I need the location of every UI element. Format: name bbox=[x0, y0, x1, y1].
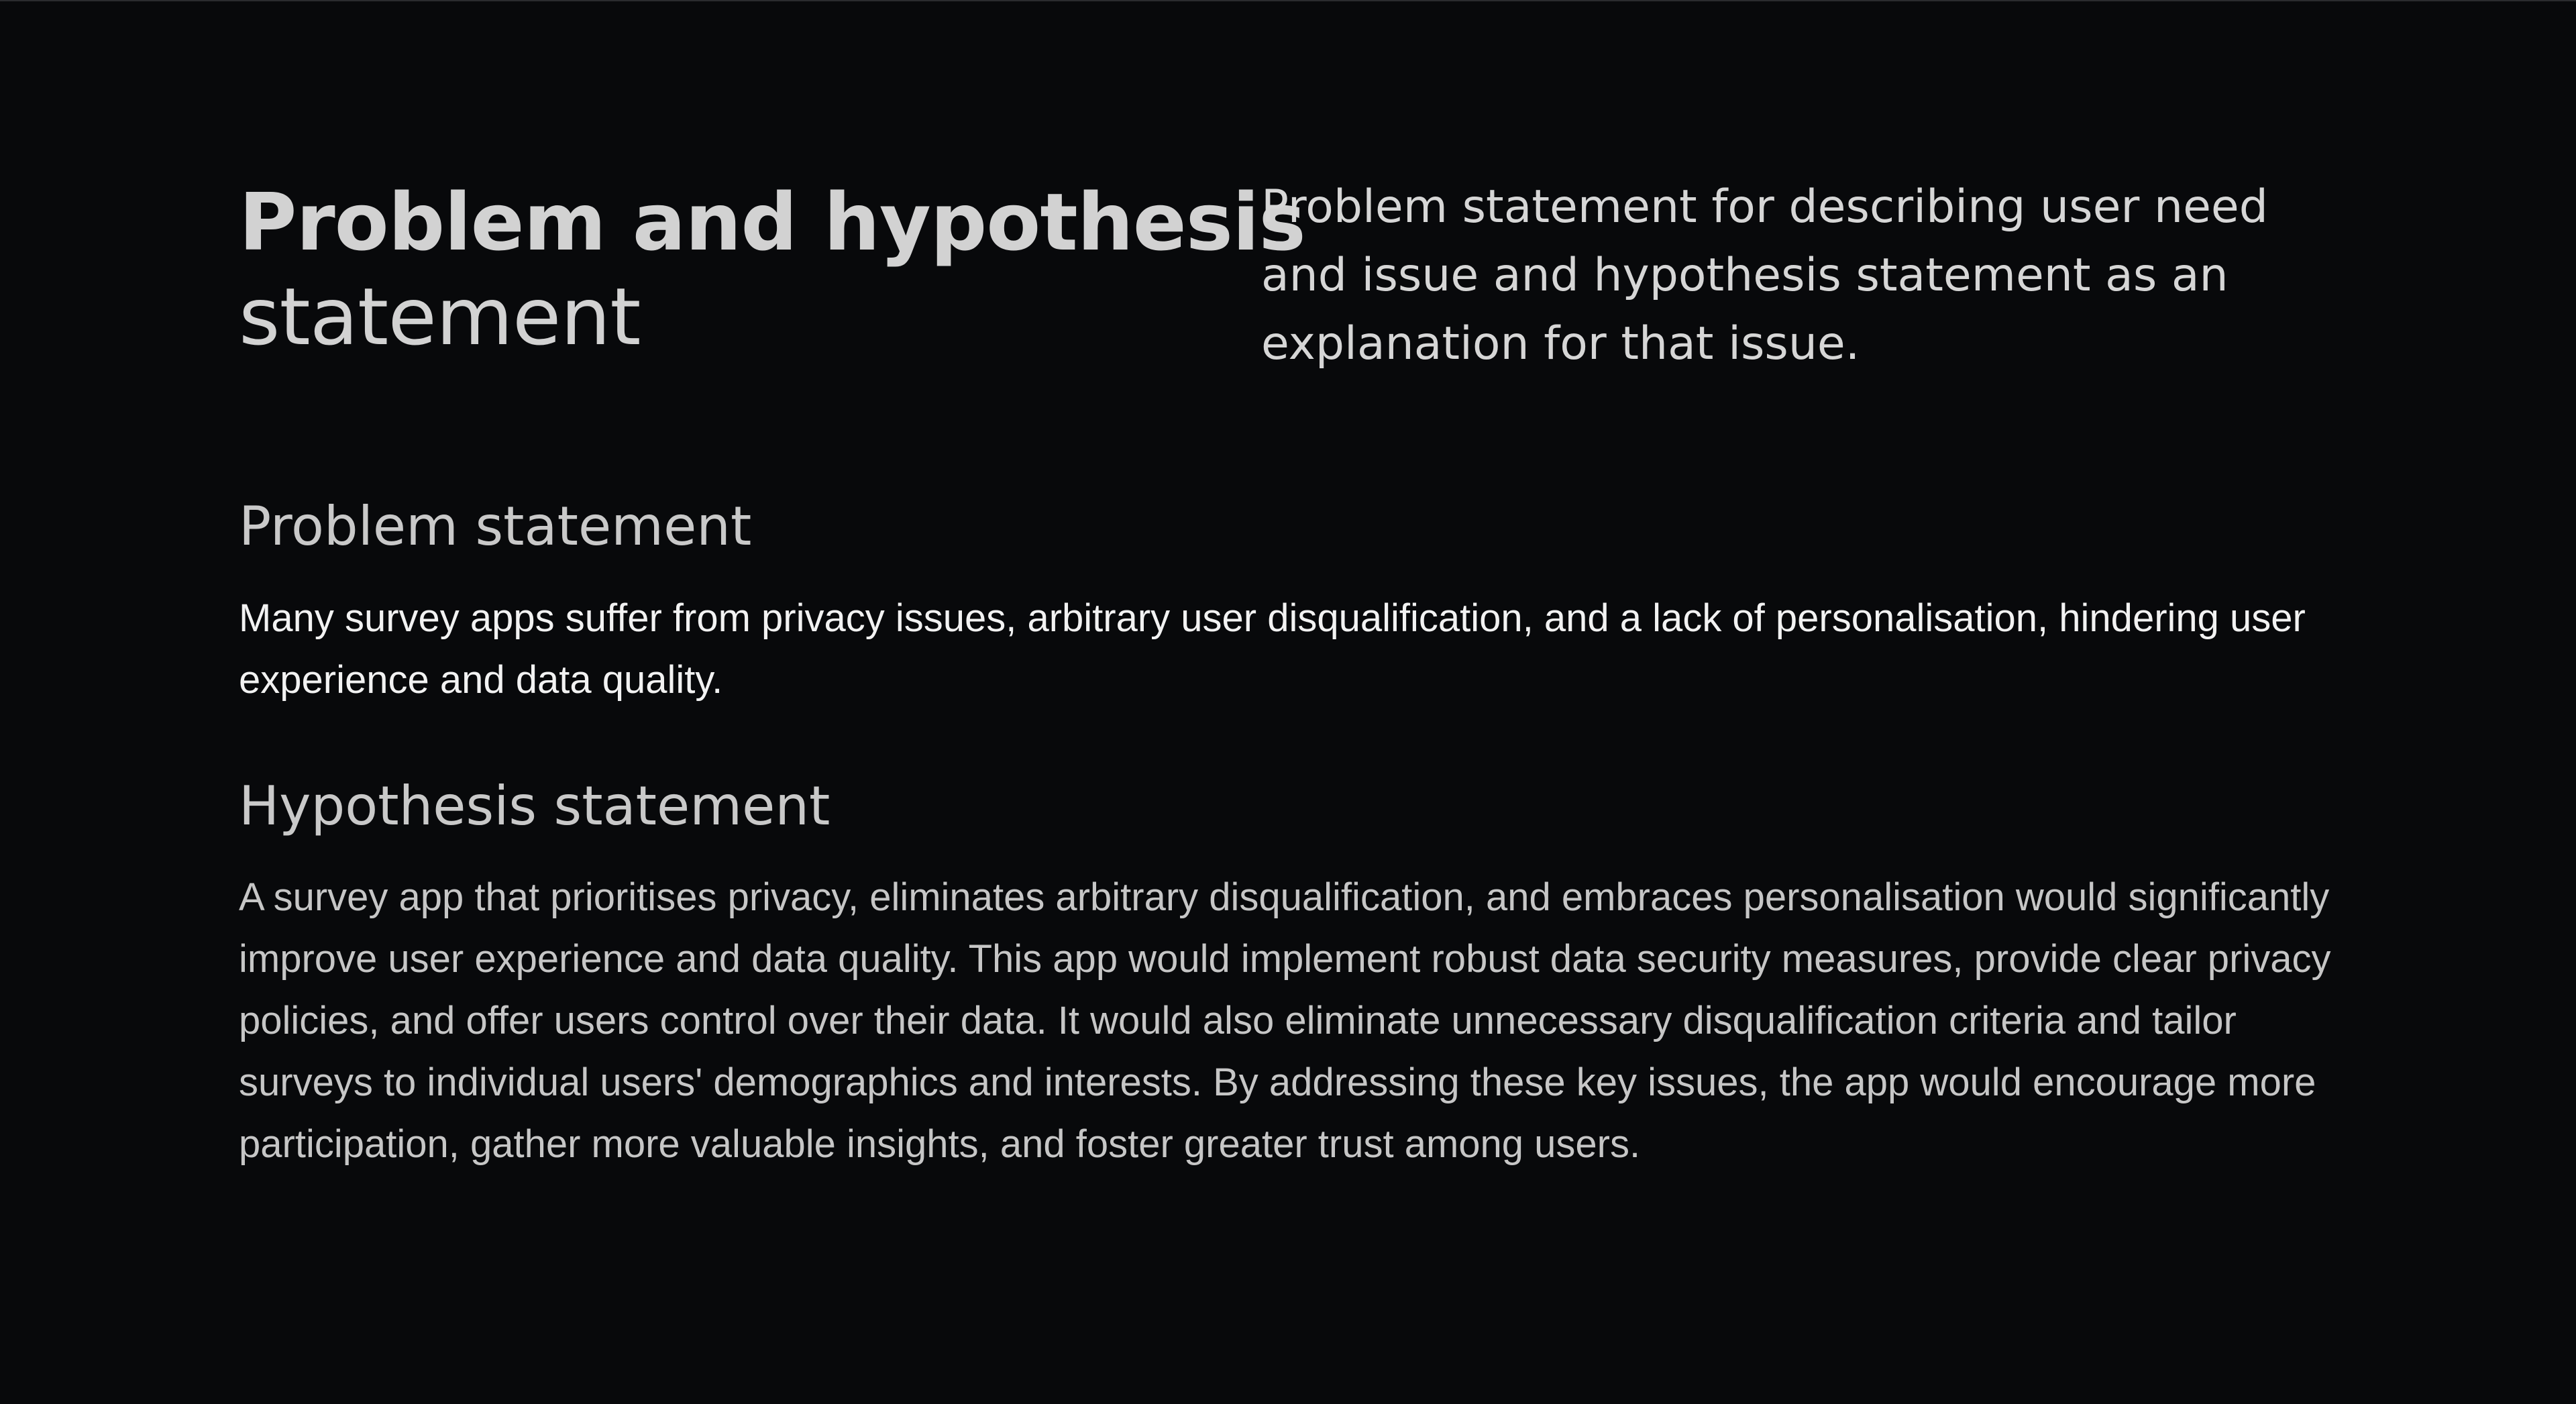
page-title-light: statement bbox=[239, 270, 641, 363]
hypothesis-statement-text: A survey app that prioritises privacy, eliminates arbitrary disqualification, and embraces personalisation would significantly improve user experience and data quality. This app would implement robust data security measures, provide clear privacy policies, and offer users control over their data. It would also eliminate unnecessary disqualification criteria and tailor surveys to individual users' demographics and interests. By addressing these key issues, the app would encourage more participation, gather more valuable insights, and foster greater trust among users. bbox=[239, 875, 2331, 1166]
page-title-bold: Problem and hypothesis bbox=[239, 176, 1305, 268]
top-divider bbox=[0, 0, 2576, 1]
intro-description: Problem statement for describing user need and issue and hypothesis statement as an explanation for that issue. bbox=[1261, 180, 2268, 370]
problem-statement-text: Many survey apps suffer from privacy issues, arbitrary user disqualification, and a lack of personalisation, hindering user experience and data quality. bbox=[239, 596, 2306, 702]
hypothesis-statement-heading: Hypothesis statement bbox=[239, 775, 830, 837]
problem-statement-heading: Problem statement bbox=[239, 495, 752, 557]
page-title bbox=[239, 171, 1305, 363]
